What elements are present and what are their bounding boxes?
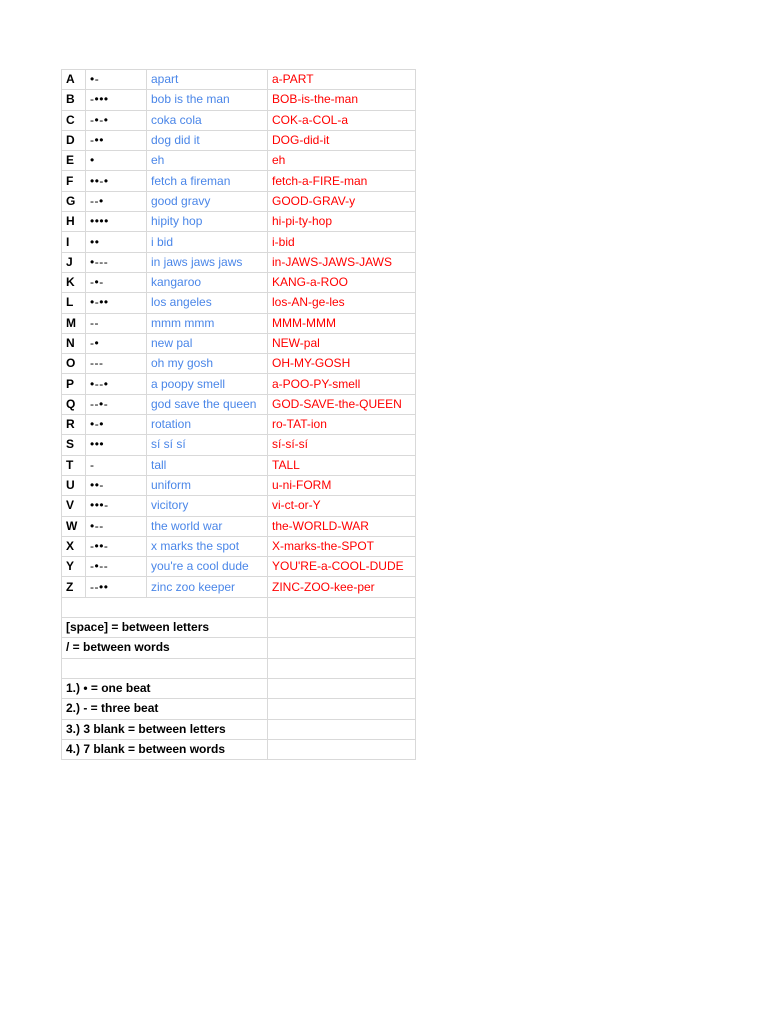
syllables-cell[interactable]: in-JAWS-JAWS-JAWS [268,252,416,272]
morse-code-cell[interactable]: •-- [86,516,147,536]
syllables-cell[interactable]: GOD-SAVE-the-QUEEN [268,394,416,414]
syllables-cell[interactable]: NEW-pal [268,333,416,353]
note-row [62,739,416,759]
note-cell[interactable]: 4.) 7 blank = between words [62,739,268,759]
syllables-cell[interactable]: GOOD-GRAV-y [268,191,416,211]
morse-code-cell[interactable]: •-• [86,415,147,435]
letter-cell[interactable]: T [62,455,86,475]
table-row [62,110,416,130]
morse-code-cell[interactable]: •••- [86,496,147,516]
table-row [62,191,416,211]
syllables-cell[interactable]: ro-TAT-ion [268,415,416,435]
note-row [62,638,416,658]
mnemonic-cell[interactable]: bob is the man [147,90,268,110]
morse-code-cell[interactable]: -•-• [86,110,147,130]
mnemonic-cell[interactable]: x marks the spot [147,536,268,556]
mnemonic-cell[interactable]: a poopy smell [147,374,268,394]
table-row [62,435,416,455]
morse-code-cell[interactable]: --- [86,354,147,374]
mnemonic-cell[interactable]: apart [147,70,268,90]
empty-cell[interactable] [268,699,416,719]
note-row [62,719,416,739]
table-row [62,577,416,597]
table-row [62,455,416,475]
empty-cell[interactable] [268,597,416,617]
mnemonic-cell[interactable]: los angeles [147,293,268,313]
blank-row [62,658,416,678]
morse-code-cell[interactable]: -•• [86,130,147,150]
note-cell[interactable]: 1.) • = one beat [62,678,268,698]
letter-cell[interactable]: Z [62,577,86,597]
mnemonic-cell[interactable]: mmm mmm [147,313,268,333]
table-row [62,151,416,171]
table-row [62,293,416,313]
letter-cell[interactable]: Y [62,557,86,577]
table-row [62,536,416,556]
note-cell[interactable]: 3.) 3 blank = between letters [62,719,268,739]
letter-cell[interactable]: R [62,415,86,435]
mnemonic-cell[interactable]: eh [147,151,268,171]
letter-cell[interactable]: G [62,191,86,211]
table-row [62,130,416,150]
empty-cell[interactable] [268,638,416,658]
syllables-cell[interactable]: ZINC-ZOO-kee-per [268,577,416,597]
syllables-cell[interactable]: a-POO-PY-smell [268,374,416,394]
letter-cell[interactable]: I [62,232,86,252]
morse-code-cell[interactable]: ••-• [86,171,147,191]
morse-code-cell[interactable]: -- [86,313,147,333]
letter-cell[interactable]: X [62,536,86,556]
syllables-cell[interactable]: DOG-did-it [268,130,416,150]
table-row [62,475,416,495]
syllables-cell[interactable]: COK-a-COL-a [268,110,416,130]
table-row [62,90,416,110]
morse-code-cell[interactable]: •••• [86,212,147,232]
table-row [62,252,416,272]
morse-code-cell[interactable]: --• [86,191,147,211]
empty-cell[interactable] [268,678,416,698]
letter-cell[interactable]: O [62,354,86,374]
mnemonic-cell[interactable]: kangaroo [147,272,268,292]
mnemonic-cell[interactable]: hipity hop [147,212,268,232]
mnemonic-cell[interactable]: in jaws jaws jaws [147,252,268,272]
mnemonic-cell[interactable]: dog did it [147,130,268,150]
mnemonic-cell[interactable]: coka cola [147,110,268,130]
syllables-cell[interactable]: hi-pi-ty-hop [268,212,416,232]
letter-cell[interactable]: K [62,272,86,292]
letter-cell[interactable]: J [62,252,86,272]
table-row [62,70,416,90]
table-row [62,516,416,536]
morse-code-cell[interactable]: -• [86,333,147,353]
table-row [62,394,416,414]
table-row [62,212,416,232]
morse-code-cell[interactable]: --•- [86,394,147,414]
morse-code-table [61,69,416,760]
morse-code-cell[interactable]: -••- [86,536,147,556]
syllables-cell[interactable]: the-WORLD-WAR [268,516,416,536]
morse-code-cell[interactable]: -•- [86,272,147,292]
morse-code-cell[interactable]: •--• [86,374,147,394]
letter-cell[interactable]: V [62,496,86,516]
empty-cell[interactable] [268,658,416,678]
letter-cell[interactable]: A [62,70,86,90]
syllables-cell[interactable]: MMM-MMM [268,313,416,333]
morse-code-cell[interactable]: •• [86,232,147,252]
letter-cell[interactable]: L [62,293,86,313]
syllables-cell[interactable]: los-AN-ge-les [268,293,416,313]
letter-cell[interactable]: H [62,212,86,232]
letter-cell[interactable]: S [62,435,86,455]
table-row [62,333,416,353]
morse-code-cell[interactable]: --•• [86,577,147,597]
mnemonic-cell[interactable]: sí sí sí [147,435,268,455]
mnemonic-cell[interactable]: good gravy [147,191,268,211]
letter-cell[interactable]: U [62,475,86,495]
note-cell[interactable]: [space] = between letters [62,618,268,638]
syllables-cell[interactable]: u-ni-FORM [268,475,416,495]
syllables-cell[interactable]: KANG-a-ROO [268,272,416,292]
syllables-cell[interactable]: a-PART [268,70,416,90]
empty-cell[interactable] [62,597,268,617]
syllables-cell[interactable]: TALL [268,455,416,475]
table-row [62,415,416,435]
letter-cell[interactable]: E [62,151,86,171]
syllables-cell[interactable]: BOB-is-the-man [268,90,416,110]
morse-code-cell[interactable]: •- [86,70,147,90]
morse-code-cell[interactable]: -••• [86,90,147,110]
blank-row [62,597,416,617]
syllables-cell[interactable]: YOU'RE-a-COOL-DUDE [268,557,416,577]
table-row [62,232,416,252]
table-row [62,272,416,292]
note-row [62,699,416,719]
empty-cell[interactable] [268,618,416,638]
table-row [62,313,416,333]
syllables-cell[interactable]: i-bid [268,232,416,252]
mnemonic-cell[interactable]: i bid [147,232,268,252]
empty-cell[interactable] [62,658,268,678]
table-row [62,374,416,394]
mnemonic-cell[interactable]: oh my gosh [147,354,268,374]
mnemonic-cell[interactable]: vicitory [147,496,268,516]
morse-code-cell[interactable]: ••• [86,435,147,455]
letter-cell[interactable]: B [62,90,86,110]
letter-cell[interactable]: N [62,333,86,353]
letter-cell[interactable]: C [62,110,86,130]
table-row [62,557,416,577]
letter-cell[interactable]: F [62,171,86,191]
table-row [62,496,416,516]
note-row [62,678,416,698]
morse-code-cell[interactable]: •--- [86,252,147,272]
note-cell[interactable]: / = between words [62,638,268,658]
morse-code-cell[interactable]: •-•• [86,293,147,313]
letter-cell[interactable]: W [62,516,86,536]
empty-cell[interactable] [268,739,416,759]
mnemonic-cell[interactable]: the world war [147,516,268,536]
syllables-cell[interactable]: vi-ct-or-Y [268,496,416,516]
letter-cell[interactable]: Q [62,394,86,414]
mnemonic-cell[interactable]: god save the queen [147,394,268,414]
mnemonic-cell[interactable]: new pal [147,333,268,353]
note-row [62,618,416,638]
table-row [62,171,416,191]
morse-code-cell[interactable]: ••- [86,475,147,495]
mnemonic-cell[interactable]: rotation [147,415,268,435]
morse-table-body [62,70,416,760]
syllables-cell[interactable]: X-marks-the-SPOT [268,536,416,556]
letter-cell[interactable]: P [62,374,86,394]
mnemonic-cell[interactable]: tall [147,455,268,475]
note-cell[interactable]: 2.) - = three beat [62,699,268,719]
morse-code-cell[interactable]: -•-- [86,557,147,577]
syllables-cell[interactable]: eh [268,151,416,171]
morse-code-cell[interactable]: • [86,151,147,171]
morse-code-cell[interactable]: - [86,455,147,475]
letter-cell[interactable]: M [62,313,86,333]
empty-cell[interactable] [268,719,416,739]
mnemonic-cell[interactable]: you're a cool dude [147,557,268,577]
syllables-cell[interactable]: OH-MY-GOSH [268,354,416,374]
syllables-cell[interactable]: fetch-a-FIRE-man [268,171,416,191]
mnemonic-cell[interactable]: uniform [147,475,268,495]
table-row [62,354,416,374]
mnemonic-cell[interactable]: zinc zoo keeper [147,577,268,597]
syllables-cell[interactable]: sí-sí-sí [268,435,416,455]
letter-cell[interactable]: D [62,130,86,150]
mnemonic-cell[interactable]: fetch a fireman [147,171,268,191]
